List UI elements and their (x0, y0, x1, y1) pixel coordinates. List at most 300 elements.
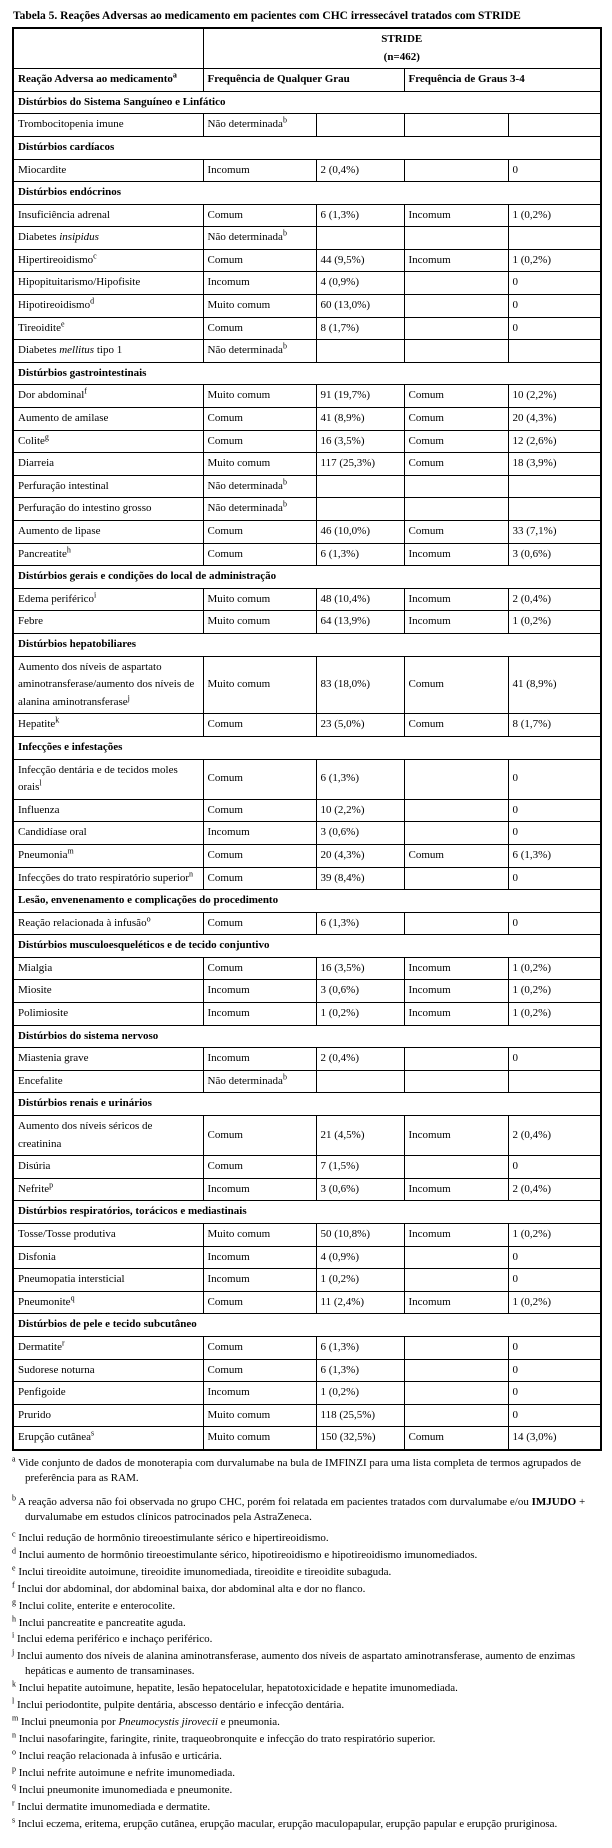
table-row (13, 204, 601, 227)
table-row (13, 1224, 601, 1247)
grade-3-4-frequency-cell (404, 912, 508, 935)
any-grade-frequency-cell: Comum (203, 844, 316, 867)
grade-3-4-frequency-cell (404, 159, 508, 182)
footnote-text: Inclui tireoidite autoimune, tireoidite imunomediada, tireoidite e tireoidite subaguda. (18, 1565, 392, 1578)
footnote-r (12, 1800, 600, 1815)
column-header-reaction: Reação Adversa ao medicamento$^a$ (13, 69, 203, 92)
any-grade-frequency-cell: Muito comum (203, 656, 316, 714)
any-grade-count-cell: 3 (0,6%) (316, 822, 404, 845)
any-grade-frequency-cell: Comum (203, 1116, 316, 1156)
any-grade-frequency-cell: Comum (203, 714, 316, 737)
grade-3-4-frequency-cell (404, 317, 508, 340)
any-grade-count-cell: 6 (1,3%) (316, 1336, 404, 1359)
grade-3-4-frequency-cell: Incomum (404, 957, 508, 980)
reaction-cell: Edema periférico$^i$ (13, 588, 203, 611)
any-grade-frequency-cell: Comum (203, 249, 316, 272)
grade-3-4-count-cell: 0 (508, 822, 601, 845)
any-grade-frequency-cell: Não determinada$^b$ (203, 114, 316, 137)
grade-3-4-frequency-cell (404, 1359, 508, 1382)
grade-3-4-count-cell: 0 (508, 1382, 601, 1405)
any-grade-count-cell: 44 (9,5%) (316, 249, 404, 272)
footnote-marker: k (12, 1679, 16, 1689)
table-row (13, 1291, 601, 1314)
section-header-label: Lesão, envenenamento e complicações do procedimento (13, 890, 601, 913)
any-grade-count-cell: 41 (8,9%) (316, 408, 404, 431)
grade-3-4-frequency-cell: Incomum (404, 1291, 508, 1314)
reaction-cell: Pancreatite$^h$ (13, 543, 203, 566)
any-grade-frequency-cell: Incomum (203, 159, 316, 182)
any-grade-count-cell: 50 (10,8%) (316, 1224, 404, 1247)
any-grade-count-cell (316, 475, 404, 498)
footnote-text: Inclui redução de hormônio tireoestimulante sérico e hipertireoidismo. (18, 1531, 329, 1544)
any-grade-frequency-cell: Comum (203, 521, 316, 544)
table-row (13, 656, 601, 714)
section-header-row (13, 91, 601, 114)
footnote-marker: d (12, 1546, 16, 1556)
footnote-a (12, 1456, 600, 1486)
footnote-text: Inclui reação relacionada à infusão e urticária. (18, 1750, 222, 1763)
group-header-row (13, 28, 601, 69)
footnote-d (12, 1548, 600, 1563)
reaction-cell: Trombocitopenia imune (13, 114, 203, 137)
reaction-cell: Febre (13, 611, 203, 634)
reaction-cell: Influenza (13, 799, 203, 822)
grade-3-4-count-cell: 2 (0,4%) (508, 1116, 601, 1156)
any-grade-count-cell: 8 (1,7%) (316, 317, 404, 340)
table-row (13, 1404, 601, 1427)
footnote-text: Inclui pneumonia por Pneumocystis jirovecii e pneumonia. (20, 1716, 280, 1729)
section-header-row (13, 362, 601, 385)
grade-3-4-frequency-cell (404, 1404, 508, 1427)
table-row (13, 844, 601, 867)
section-header-row (13, 1201, 601, 1224)
grade-3-4-count-cell: 33 (7,1%) (508, 521, 601, 544)
footnote-k (12, 1681, 600, 1696)
grade-3-4-frequency-cell (404, 1070, 508, 1093)
reaction-cell: Hipertireoidismo$^c$ (13, 249, 203, 272)
grade-3-4-frequency-cell: Comum (404, 521, 508, 544)
any-grade-count-cell (316, 340, 404, 363)
grade-3-4-count-cell: 0 (508, 1359, 601, 1382)
section-header-label: Distúrbios cardíacos (13, 136, 601, 159)
table-title: Tabela 5. Reações Adversas ao medicamento em pacientes com CHC irressecável tratados com STRIDE (13, 10, 521, 22)
grade-3-4-frequency-cell (404, 340, 508, 363)
any-grade-count-cell (316, 498, 404, 521)
grade-3-4-frequency-cell: Incomum (404, 204, 508, 227)
any-grade-frequency-cell: Não determinada$^b$ (203, 340, 316, 363)
reaction-cell: Sudorese noturna (13, 1359, 203, 1382)
grade-3-4-count-cell: 12 (2,6%) (508, 430, 601, 453)
grade-3-4-count-cell: 1 (0,2%) (508, 611, 601, 634)
footnote-marker: s (12, 1815, 16, 1825)
section-header-label: Distúrbios hepatobiliares (13, 633, 601, 656)
grade-3-4-frequency-cell: Incomum (404, 1178, 508, 1201)
grade-3-4-frequency-cell (404, 867, 508, 890)
any-grade-frequency-cell: Comum (203, 1336, 316, 1359)
footnote-g (12, 1596, 600, 1614)
footnote-text: Inclui nasofaringite, faringite, rinite, traqueobronquite e infecção do trato respiratório superior. (18, 1733, 436, 1746)
footnote-text: Inclui pneumonite imunomediada e pneumonite. (18, 1784, 233, 1797)
table-row (13, 521, 601, 544)
any-grade-count-cell: 46 (10,0%) (316, 521, 404, 544)
any-grade-count-cell: 4 (0,9%) (316, 272, 404, 295)
grade-3-4-frequency-cell: Incomum (404, 611, 508, 634)
reaction-cell: Candidíase oral (13, 822, 203, 845)
table-row (13, 1178, 601, 1201)
grade-3-4-count-cell: 0 (508, 912, 601, 935)
section-header-row (13, 182, 601, 205)
footnote-marker: m (12, 1713, 19, 1723)
reaction-cell: Infecção dentária e de tecidos moles orais$^l$ (13, 759, 203, 799)
footnote-text: Vide conjunto de dados de monoterapia com durvalumabe na bula de IMFINZI para uma lista completa de termos agrupados de preferência para as RAM. (18, 1456, 582, 1484)
footnote-text: Inclui aumento dos níveis de alanina aminotransferase, aumento dos níveis de aspartato aminotransferase, aumento de enzimas hepáticas e aumento de transaminases. (16, 1650, 576, 1678)
table-row (13, 1003, 601, 1026)
grade-3-4-count-cell: 1 (0,2%) (508, 1003, 601, 1026)
section-header-row (13, 736, 601, 759)
grade-3-4-count-cell: 0 (508, 1336, 601, 1359)
grade-3-4-count-cell: 2 (0,4%) (508, 1178, 601, 1201)
table-row (13, 1427, 601, 1450)
any-grade-frequency-cell: Comum (203, 408, 316, 431)
grade-3-4-frequency-cell: Comum (404, 453, 508, 476)
any-grade-count-cell: 6 (1,3%) (316, 543, 404, 566)
reaction-cell: Aumento dos níveis de aspartato aminotransferase/aumento dos níveis de alanina aminotransferase$^j$ (13, 656, 203, 714)
any-grade-count-cell: 39 (8,4%) (316, 867, 404, 890)
grade-3-4-count-cell: 0 (508, 799, 601, 822)
footnote-text: Inclui dor abdominal, dor abdominal baixa, dor abdominal alta e dor no flanco. (17, 1582, 366, 1595)
reaction-cell: Reação relacionada à infusão$^o$ (13, 912, 203, 935)
table-row (13, 611, 601, 634)
grade-3-4-count-cell (508, 227, 601, 250)
grade-3-4-count-cell: 0 (508, 159, 601, 182)
grade-3-4-frequency-cell (404, 1156, 508, 1179)
grade-3-4-frequency-cell: Incomum (404, 249, 508, 272)
footnote-p (12, 1766, 600, 1781)
grade-3-4-frequency-cell (404, 1382, 508, 1405)
footnote-e (12, 1565, 600, 1580)
any-grade-count-cell: 2 (0,4%) (316, 1048, 404, 1071)
any-grade-count-cell: 4 (0,9%) (316, 1246, 404, 1269)
any-grade-count-cell: 91 (19,7%) (316, 385, 404, 408)
grade-3-4-frequency-cell (404, 1269, 508, 1292)
grade-3-4-count-cell: 8 (1,7%) (508, 714, 601, 737)
reaction-cell: Hipopituitarismo/Hipofisite (13, 272, 203, 295)
table-row (13, 159, 601, 182)
any-grade-count-cell: 60 (13,0%) (316, 295, 404, 318)
any-grade-frequency-cell: Muito comum (203, 588, 316, 611)
any-grade-count-cell: 117 (25,3%) (316, 453, 404, 476)
grade-3-4-count-cell: 10 (2,2%) (508, 385, 601, 408)
stride-group-header-cell (203, 28, 601, 69)
section-header-row (13, 1025, 601, 1048)
any-grade-frequency-cell: Não determinada$^b$ (203, 475, 316, 498)
any-grade-count-cell: 64 (13,9%) (316, 611, 404, 634)
reaction-cell: Infecções do trato respiratório superior$^n$ (13, 867, 203, 890)
section-header-label: Distúrbios do Sistema Sanguíneo e Linfático (13, 91, 601, 114)
footnote-n (12, 1732, 600, 1747)
reaction-cell: Disfonia (13, 1246, 203, 1269)
section-header-row (13, 1093, 601, 1116)
table-row (13, 317, 601, 340)
any-grade-count-cell: 6 (1,3%) (316, 912, 404, 935)
table-row (13, 1359, 601, 1382)
grade-3-4-count-cell: 1 (0,2%) (508, 957, 601, 980)
grade-3-4-count-cell (508, 1070, 601, 1093)
footnote-text: A reação adversa não foi observada no grupo CHC, porém foi relatada em pacientes tratados com durvalumabe e/ou IMJUDO + durvalumabe em estudos clínicos patrocinados pela AstraZeneca. (18, 1495, 586, 1523)
reaction-cell: Tireoidite$^e$ (13, 317, 203, 340)
table-row (13, 759, 601, 799)
grade-3-4-frequency-cell: Comum (404, 844, 508, 867)
reaction-cell: Dermatite$^r$ (13, 1336, 203, 1359)
grade-3-4-count-cell: 20 (4,3%) (508, 408, 601, 431)
grade-3-4-frequency-cell (404, 1048, 508, 1071)
section-header-row (13, 935, 601, 958)
footnotes (12, 1456, 600, 1832)
section-header-label: Distúrbios respiratórios, torácicos e mediastinais (13, 1201, 601, 1224)
grade-3-4-count-cell (508, 498, 601, 521)
column-header-row (13, 69, 601, 92)
grade-3-4-count-cell: 0 (508, 295, 601, 318)
any-grade-frequency-cell: Incomum (203, 1178, 316, 1201)
footnote-j (12, 1649, 600, 1679)
footnote-text: Inclui edema periférico e inchaço periférico. (16, 1633, 213, 1646)
any-grade-count-cell (316, 114, 404, 137)
adverse-reactions-table (12, 27, 602, 1451)
any-grade-count-cell: 83 (18,0%) (316, 656, 404, 714)
footnote-f (12, 1579, 600, 1597)
footnote-text: Inclui nefrite autoimune e nefrite imunomediada. (18, 1767, 236, 1780)
grade-3-4-count-cell: 6 (1,3%) (508, 844, 601, 867)
footnote-marker: e (12, 1563, 16, 1572)
grade-3-4-frequency-cell (404, 822, 508, 845)
grade-3-4-count-cell: 41 (8,9%) (508, 656, 601, 714)
any-grade-count-cell: 1 (0,2%) (316, 1003, 404, 1026)
reaction-cell: Pneumonite$^q$ (13, 1291, 203, 1314)
table-header (13, 28, 601, 91)
table-row (13, 1246, 601, 1269)
section-header-label: Infecções e infestações (13, 736, 601, 759)
any-grade-frequency-cell: Incomum (203, 1048, 316, 1071)
table-row (13, 498, 601, 521)
footnote-marker: c (12, 1529, 16, 1539)
any-grade-frequency-cell: Incomum (203, 1382, 316, 1405)
footnote-m (12, 1715, 600, 1730)
reaction-cell: Perfuração intestinal (13, 475, 203, 498)
reaction-cell: Aumento de lipase (13, 521, 203, 544)
any-grade-frequency-cell: Incomum (203, 822, 316, 845)
any-grade-frequency-cell: Comum (203, 204, 316, 227)
footnote-b (12, 1495, 600, 1525)
table-row (13, 1269, 601, 1292)
footnote-h (12, 1613, 600, 1631)
grade-3-4-count-cell: 0 (508, 1156, 601, 1179)
any-grade-frequency-cell: Comum (203, 543, 316, 566)
grade-3-4-count-cell: 2 (0,4%) (508, 588, 601, 611)
corner-empty-cell (13, 28, 203, 69)
reaction-cell: Disúria (13, 1156, 203, 1179)
section-header-row (13, 890, 601, 913)
grade-3-4-count-cell: 0 (508, 867, 601, 890)
any-grade-frequency-cell: Não determinada$^b$ (203, 227, 316, 250)
table-row (13, 867, 601, 890)
footnote-marker: q (12, 1781, 16, 1791)
table-row (13, 475, 601, 498)
any-grade-count-cell: 10 (2,2%) (316, 799, 404, 822)
table-row (13, 272, 601, 295)
footnote-marker: r (12, 1798, 15, 1808)
grade-3-4-frequency-cell (404, 1246, 508, 1269)
any-grade-frequency-cell: Incomum (203, 1269, 316, 1292)
grade-3-4-count-cell: 1 (0,2%) (508, 1224, 601, 1247)
reaction-cell: Penfigoide (13, 1382, 203, 1405)
grade-3-4-count-cell: 0 (508, 272, 601, 295)
reaction-cell: Tosse/Tosse produtiva (13, 1224, 203, 1247)
grade-3-4-count-cell: 18 (3,9%) (508, 453, 601, 476)
reaction-cell: Miastenia grave (13, 1048, 203, 1071)
footnote-marker: g (12, 1596, 16, 1606)
any-grade-frequency-cell: Incomum (203, 980, 316, 1003)
reaction-cell: Perfuração do intestino grosso (13, 498, 203, 521)
grade-3-4-frequency-cell: Incomum (404, 543, 508, 566)
any-grade-count-cell: 6 (1,3%) (316, 1359, 404, 1382)
table-row (13, 1156, 601, 1179)
any-grade-frequency-cell: Muito comum (203, 1404, 316, 1427)
reaction-cell: Miocardite (13, 159, 203, 182)
table-row (13, 822, 601, 845)
footnote-marker: b (12, 1493, 16, 1503)
footnote-text: Inclui hepatite autoimune, hepatite, lesão hepatocelular, hepatotoxicidade e hepatite imunomediada. (18, 1682, 458, 1695)
any-grade-frequency-cell: Muito comum (203, 1427, 316, 1450)
any-grade-count-cell: 118 (25,5%) (316, 1404, 404, 1427)
grade-3-4-count-cell: 0 (508, 759, 601, 799)
table-row (13, 340, 601, 363)
grade-3-4-frequency-cell (404, 272, 508, 295)
footnote-marker: n (12, 1730, 16, 1740)
table-row (13, 543, 601, 566)
any-grade-count-cell (316, 1070, 404, 1093)
grade-3-4-frequency-cell: Incomum (404, 1003, 508, 1026)
footnote-marker: h (12, 1613, 16, 1623)
grade-3-4-frequency-cell: Comum (404, 408, 508, 431)
any-grade-frequency-cell: Não determinada$^b$ (203, 498, 316, 521)
grade-3-4-count-cell: 0 (508, 1269, 601, 1292)
table-row (13, 714, 601, 737)
grade-3-4-count-cell: 3 (0,6%) (508, 543, 601, 566)
any-grade-frequency-cell: Muito comum (203, 453, 316, 476)
grade-3-4-frequency-cell: Comum (404, 714, 508, 737)
table-row (13, 980, 601, 1003)
any-grade-frequency-cell: Comum (203, 912, 316, 935)
reaction-cell: Diarreia (13, 453, 203, 476)
section-header-row (13, 566, 601, 589)
section-header-row (13, 136, 601, 159)
section-header-row (13, 633, 601, 656)
section-header-label: Distúrbios gastrointestinais (13, 362, 601, 385)
reaction-cell: Erupção cutânea$^s$ (13, 1427, 203, 1450)
footnote-marker: i (12, 1630, 15, 1640)
any-grade-frequency-cell: Não determinada$^b$ (203, 1070, 316, 1093)
footnote-marker: o (12, 1747, 16, 1757)
group-label: STRIDE (381, 32, 423, 45)
footnote-marker: j (12, 1647, 15, 1657)
grade-3-4-count-cell: 0 (508, 1246, 601, 1269)
footnote-s (12, 1817, 600, 1832)
any-grade-count-cell: 150 (32,5%) (316, 1427, 404, 1450)
footnote-marker: p (12, 1764, 16, 1774)
grade-3-4-count-cell: 0 (508, 317, 601, 340)
any-grade-frequency-cell: Comum (203, 430, 316, 453)
grade-3-4-count-cell: 1 (0,2%) (508, 980, 601, 1003)
table-row (13, 588, 601, 611)
table-row (13, 430, 601, 453)
table-row (13, 1382, 601, 1405)
table-row (13, 912, 601, 935)
footnote-l (12, 1698, 600, 1713)
grade-3-4-frequency-cell: Incomum (404, 980, 508, 1003)
grade-3-4-count-cell: 1 (0,2%) (508, 1291, 601, 1314)
grade-3-4-frequency-cell: Incomum (404, 1224, 508, 1247)
footnote-marker: a (12, 1454, 16, 1464)
grade-3-4-count-cell: 1 (0,2%) (508, 249, 601, 272)
grade-3-4-frequency-cell (404, 227, 508, 250)
any-grade-count-cell: 1 (0,2%) (316, 1269, 404, 1292)
reaction-cell: Dor abdominal$^f$ (13, 385, 203, 408)
grade-3-4-count-cell: 0 (508, 1048, 601, 1071)
section-header-label: Distúrbios do sistema nervoso (13, 1025, 601, 1048)
reaction-cell: Pneumopatia intersticial (13, 1269, 203, 1292)
reaction-cell: Hepatite$^k$ (13, 714, 203, 737)
section-header-label: Distúrbios musculoesqueléticos e de tecido conjuntivo (13, 935, 601, 958)
table-row (13, 227, 601, 250)
footnote-text: Inclui colite, enterite e enterocolite. (18, 1599, 176, 1612)
any-grade-frequency-cell: Comum (203, 317, 316, 340)
table-row (13, 249, 601, 272)
any-grade-count-cell (316, 227, 404, 250)
any-grade-count-cell: 48 (10,4%) (316, 588, 404, 611)
any-grade-frequency-cell: Muito comum (203, 385, 316, 408)
reaction-cell: Aumento dos níveis séricos de creatinina (13, 1116, 203, 1156)
reaction-cell: Polimiosite (13, 1003, 203, 1026)
any-grade-frequency-cell: Comum (203, 759, 316, 799)
any-grade-count-cell: 21 (4,5%) (316, 1116, 404, 1156)
any-grade-count-cell: 11 (2,4%) (316, 1291, 404, 1314)
grade-3-4-frequency-cell: Comum (404, 1427, 508, 1450)
any-grade-frequency-cell: Comum (203, 1359, 316, 1382)
reaction-cell: Prurido (13, 1404, 203, 1427)
table-row (13, 453, 601, 476)
reaction-cell: Aumento de amilase (13, 408, 203, 431)
grade-3-4-count-cell (508, 114, 601, 137)
table-row (13, 295, 601, 318)
grade-3-4-frequency-cell (404, 114, 508, 137)
footnote-o (12, 1749, 600, 1764)
any-grade-count-cell: 3 (0,6%) (316, 1178, 404, 1201)
section-header-label: Distúrbios gerais e condições do local de administração (13, 566, 601, 589)
any-grade-frequency-cell: Muito comum (203, 295, 316, 318)
any-grade-frequency-cell: Comum (203, 957, 316, 980)
any-grade-frequency-cell: Comum (203, 799, 316, 822)
any-grade-frequency-cell: Incomum (203, 1246, 316, 1269)
group-sub-label: (n=462) (383, 50, 420, 63)
section-header-label: Distúrbios renais e urinários (13, 1093, 601, 1116)
grade-3-4-frequency-cell: Comum (404, 385, 508, 408)
grade-3-4-frequency-cell (404, 475, 508, 498)
grade-3-4-frequency-cell (404, 498, 508, 521)
table-row (13, 1070, 601, 1093)
table-row (13, 1048, 601, 1071)
reaction-cell: Hipotireoidismo$^d$ (13, 295, 203, 318)
any-grade-frequency-cell: Incomum (203, 1003, 316, 1026)
